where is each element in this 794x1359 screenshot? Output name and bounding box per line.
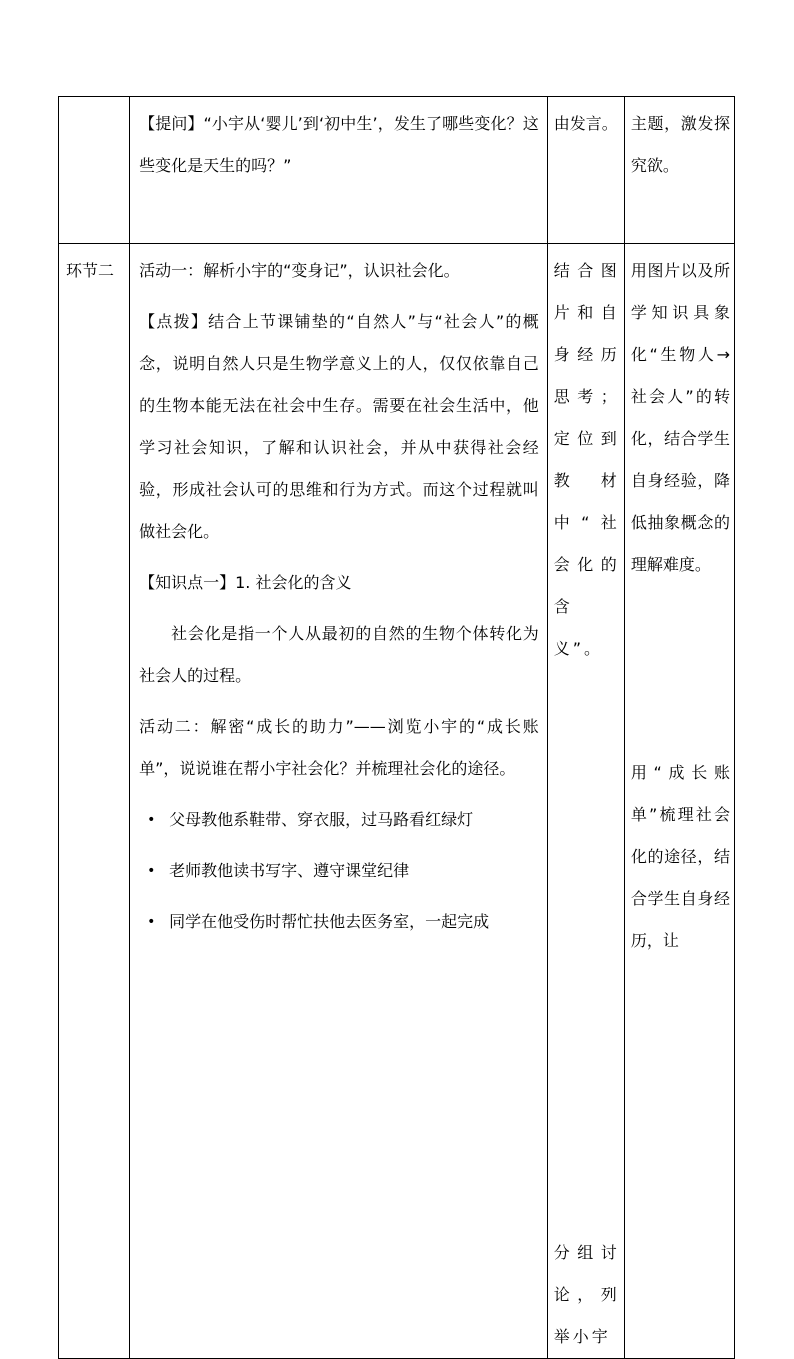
definition-paragraph: 社会化是指一个人从最初的自然的生物个体转化为社会人的过程。: [139, 624, 539, 685]
list-item: • 老师教他读书写字、遵守课堂纪律: [139, 850, 539, 892]
table-row: [59, 244, 735, 1359]
student-activity-cell: [547, 97, 624, 244]
teacher-activity-cell: [130, 97, 548, 244]
hint-paragraph: 【点拨】结合上节课铺垫的“自然人”与“社会人”的概念，说明自然人只是生物学意义上的人，仅仅依靠自己的生物本能无法在社会中生存。需要在社会生活中，他学习社会知识，了解和认识社会，并从中获得社会经验，形成社会认可的思维和行为方式。而这个过程就叫做社会化。: [139, 312, 539, 541]
design-intent-text: 用“成长账单”梳理社会化的途径，结合学生自身经历，让: [630, 763, 730, 950]
bullet-icon: •: [147, 863, 156, 879]
design-intent-text: 主题，激发探究欲。: [630, 114, 730, 175]
student-activity-text: 结合图片和自身经历思考；定位到教材中“社会化的含义”。: [553, 261, 620, 658]
table-row: [59, 97, 735, 244]
student-activity-text: 由发言。: [553, 114, 618, 133]
stage-label-cell: [59, 244, 130, 1359]
stage-label: 环节二: [66, 261, 115, 280]
list-item: • 同学在他受伤时帮忙扶他去医务室，一起完成: [139, 901, 539, 943]
design-intent-cell: [624, 97, 734, 244]
teacher-activity-cell: [130, 244, 548, 1359]
activity-one-heading: 活动一：解析小宇的“变身记”，认识社会化。: [139, 261, 460, 280]
student-activity-text: 分组讨论，列举小宇: [553, 1243, 620, 1346]
bullet-icon: •: [147, 812, 156, 828]
activity-two-heading: 活动二：解密“成长的助力”——浏览小宇的“成长账单”，说说谁在帮小宇社会化？并梳理社会化的途径。: [139, 717, 539, 778]
lesson-plan-table: [58, 96, 735, 1359]
student-activity-cell: [547, 244, 624, 1359]
bullet-icon: •: [147, 914, 156, 930]
design-intent-text: 用图片以及所学知识具象化“生物人→社会人”的转化，结合学生自身经验，降低抽象概念的理解难度。: [630, 261, 730, 574]
question-text: 【提问】“小宇从‘婴儿’到‘初中生’，发生了哪些变化？这些变化是天生的吗？”: [139, 114, 539, 175]
stage-label-cell: [59, 97, 130, 244]
growth-bill-list: [139, 799, 539, 943]
list-item: • 父母教他系鞋带、穿衣服，过马路看红绿灯: [139, 799, 539, 841]
design-intent-cell: [624, 244, 734, 1359]
knowledge-point-heading: 【知识点一】1. 社会化的含义: [139, 573, 352, 592]
